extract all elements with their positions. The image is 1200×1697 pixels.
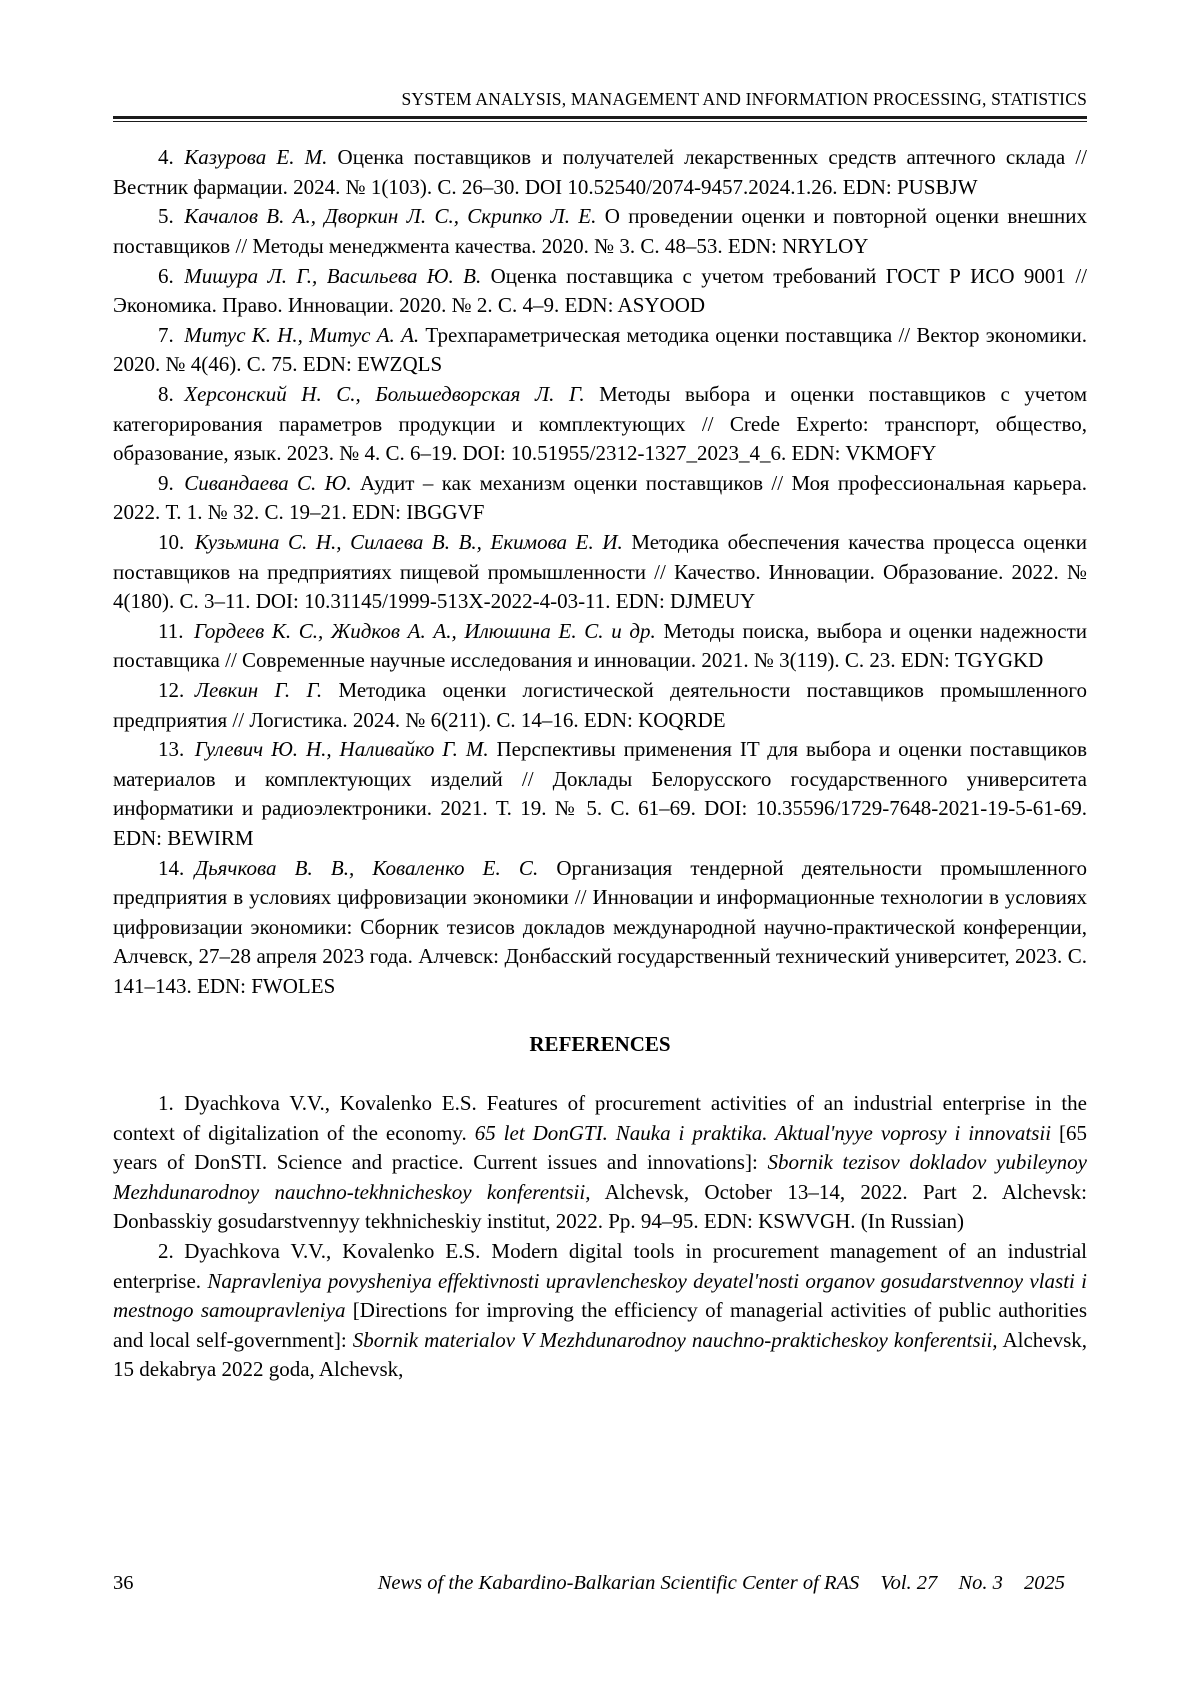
reference-text-segment: Аудит – как механизм оценки поставщиков // Моя профессиональная карьера. 2022. Т. 1. № 32. С. 19–21. EDN: IBGGVF [113, 470, 1087, 525]
footer-volume: Vol. 27 [880, 1572, 938, 1594]
reference-text-segment: 5. [158, 204, 185, 229]
reference-item [113, 735, 1087, 853]
reference-italic-segment: Гулевич Ю. Н., Наливайко Г. М. [194, 737, 489, 762]
reference-text-segment: [Directions for improving the efficiency of managerial activities of public authorities and local self-government]: [113, 1298, 1087, 1352]
running-head: SYSTEM ANALYSIS, MANAGEMENT AND INFORMATION PROCESSING, STATISTICS [401, 89, 1087, 109]
reference-italic-segment: Sbornik tezisov dokladov yubileynoy Mezhdunarodnoy nauchno-tekhnicheskoy konferentsii, [113, 1150, 1087, 1204]
reference-text-segment: Методика обеспечения качества процесса оценки поставщиков на предприятиях пищевой промышленности // Качество. Инновации. Образование. 2022. № 4(180). С. 3–11. DOI: 10.31145/1999-513X-2022-4-03-11. EDN: DJMEUY [113, 529, 1087, 614]
reference-item [113, 617, 1087, 676]
reference-item [113, 262, 1087, 321]
reference-italic-segment: Левкин Г. Г. [194, 677, 323, 702]
russian-references-list [113, 143, 1087, 1001]
reference-text-segment: 8. [158, 382, 185, 406]
reference-text-segment: Трехпараметрическая методика оценки поставщика // Вектор экономики. 2020. № 4(46). С. 75. EDN: EWZQLS [113, 322, 1087, 377]
reference-text-segment: 7. [158, 322, 185, 347]
reference-italic-segment: Митус К. Н., Митус А. А. [184, 322, 420, 347]
reference-text-segment: Alchevsk, 15 dekabrya 2022 goda, Alchevsk, [113, 1327, 1088, 1382]
reference-item [113, 143, 1087, 202]
reference-item [113, 202, 1087, 261]
reference-italic-segment: 65 let DonGTI. Nauka i praktika. Aktual'nyye voprosy i innovatsii [474, 1120, 1052, 1145]
reference-italic-segment: Казурова Е. М. [184, 145, 328, 170]
reference-text-segment: 12. [158, 677, 195, 702]
reference-text-segment: 2. Dyachkova V.V., Kovalenko E.S. Modern digital tools in procurement management of an industrial enterprise. [113, 1239, 1087, 1293]
reference-text-segment: Методы поиска, выбора и оценки надежности поставщика // Современные научные исследования и инновации. 2021. № 3(119). С. 23. EDN: TGYGKD [113, 618, 1088, 673]
english-references-list [113, 1089, 1087, 1385]
reference-text-segment: 6. [158, 263, 185, 288]
footer-issue: No. 3 [958, 1572, 1003, 1594]
reference-item [113, 676, 1087, 735]
references-body [113, 143, 1087, 1385]
footer-page-number: 36 [113, 1572, 134, 1594]
reference-item [113, 321, 1087, 380]
page-footer [113, 1571, 1087, 1596]
reference-text-segment: 11. [158, 618, 194, 643]
footer-journal-line [378, 1571, 1087, 1596]
reference-item [113, 1089, 1087, 1237]
footer-year: 2025 [1024, 1572, 1065, 1594]
reference-text-segment: Организация тендерной деятельности промышленного предприятия в условиях цифровизации экономики // Инновации и информационные технологии в условиях цифровизации экономики: Сборник тезисов докладов международной научно-практической конференции, Алчевск, 27–28 апреля 2023 года. Алчевск: Донбасский государственный технический университет, 2023. С. 141–143. EDN: FWOLES [113, 855, 1087, 998]
reference-text-segment: О проведении оценки и повторной оценки внешних поставщиков // Методы менеджмента качества. 2020. № 3. С. 48–53. EDN: NRYLOY [113, 204, 1087, 259]
reference-text-segment: Оценка поставщика с учетом требований ГОСТ Р ИСО 9001 // Экономика. Право. Инновации. 2020. № 2. С. 4–9. EDN: ASYOOD [113, 263, 1088, 318]
reference-text-segment: Методика оценки логистической деятельности поставщиков промышленного предприятия // Логистика. 2024. № 6(211). С. 14–16. EDN: KOQRDE [113, 677, 1088, 732]
reference-item [113, 528, 1087, 617]
reference-italic-segment: Херсонский Н. С., Большедворская Л. Г. [184, 382, 585, 406]
reference-text-segment: Alchevsk, October 13–14, 2022. Part 2. Alchevsk: Donbasskiy gosudarstvennyy tekhnicheskiy institut, 2022. Pp. 94–95. EDN: KSWVGH. (In Russian) [113, 1179, 1087, 1234]
reference-item [113, 380, 1087, 469]
header-double-rule [113, 116, 1087, 122]
reference-item [113, 854, 1087, 1002]
reference-italic-segment: Sbornik materialov V Mezhdunarodnoy nauchno-prakticheskoy konferentsii, [352, 1327, 998, 1352]
reference-text-segment: 1. Dyachkova V.V., Kovalenko E.S. Features of procurement activities of an industrial enterprise in the context of digitalization of the economy. [113, 1091, 1087, 1145]
reference-italic-segment: Гордеев К. С., Жидков А. А., Илюшина Е. С. и др. [193, 618, 656, 643]
footer-journal-title: News of the Kabardino-Balkarian Scientific Center of RAS [377, 1572, 860, 1594]
reference-italic-segment: Мишура Л. Г., Васильева Ю. В. [184, 263, 482, 288]
reference-text-segment: Перспективы применения IT для выбора и оценки поставщиков материалов и комплектующих изделий // Доклады Белорусского государственного университета информатики и радиоэлектроники. 2021. Т. 19. № 5. С. 61–69. DOI: 10.35596/1729-7648-2021-19-5-61-69. EDN: BEWIRM [113, 737, 1087, 850]
reference-text-segment: 14. [158, 855, 195, 880]
reference-italic-segment: Napravleniya povysheniya effektivnosti upravlencheskoy deyatel'nosti organov gosudarstvennoy vlasti i mestnogo samoupravleniya [113, 1268, 1087, 1323]
reference-text-segment: Методы выбора и оценки поставщиков с учетом категорирования параметров продукции и комплектующих // Crede Experto: транспорт, общество, образование, язык. 2023. № 4. С. 6–19. DOI: 10.51955/2312-1327_2023_4_6. EDN: VKMOFY [113, 382, 1087, 466]
references-heading: REFERENCES [529, 1032, 671, 1057]
reference-text-segment: [65 years of DonSTI. Science and practice. Current issues and innovations]: [113, 1120, 1087, 1175]
reference-text-segment: Оценка поставщиков и получателей лекарственных средств аптечного склада // Вестник фармации. 2024. № 1(103). С. 26–30. DOI 10.52540/2074-9457.2024.1.26. EDN: PUSBJW [113, 145, 1087, 199]
reference-text-segment: 10. [158, 529, 195, 554]
page-content [113, 0, 1087, 1385]
reference-item [113, 1237, 1087, 1385]
reference-italic-segment: Качалов В. А., Дворкин Л. С., Скрипко Л. Е. [184, 204, 597, 229]
reference-italic-segment: Кузьмина С. Н., Силаева В. В., Екимова Е. И. [194, 529, 623, 554]
reference-text-segment: 13. [158, 737, 195, 762]
reference-item [113, 469, 1087, 528]
reference-italic-segment: Сивандаева С. Ю. [184, 470, 352, 495]
reference-italic-segment: Дьячкова В. В., Коваленко Е. С. [194, 855, 539, 880]
reference-text-segment: 4. [158, 145, 185, 170]
reference-text-segment: 9. [158, 470, 185, 495]
